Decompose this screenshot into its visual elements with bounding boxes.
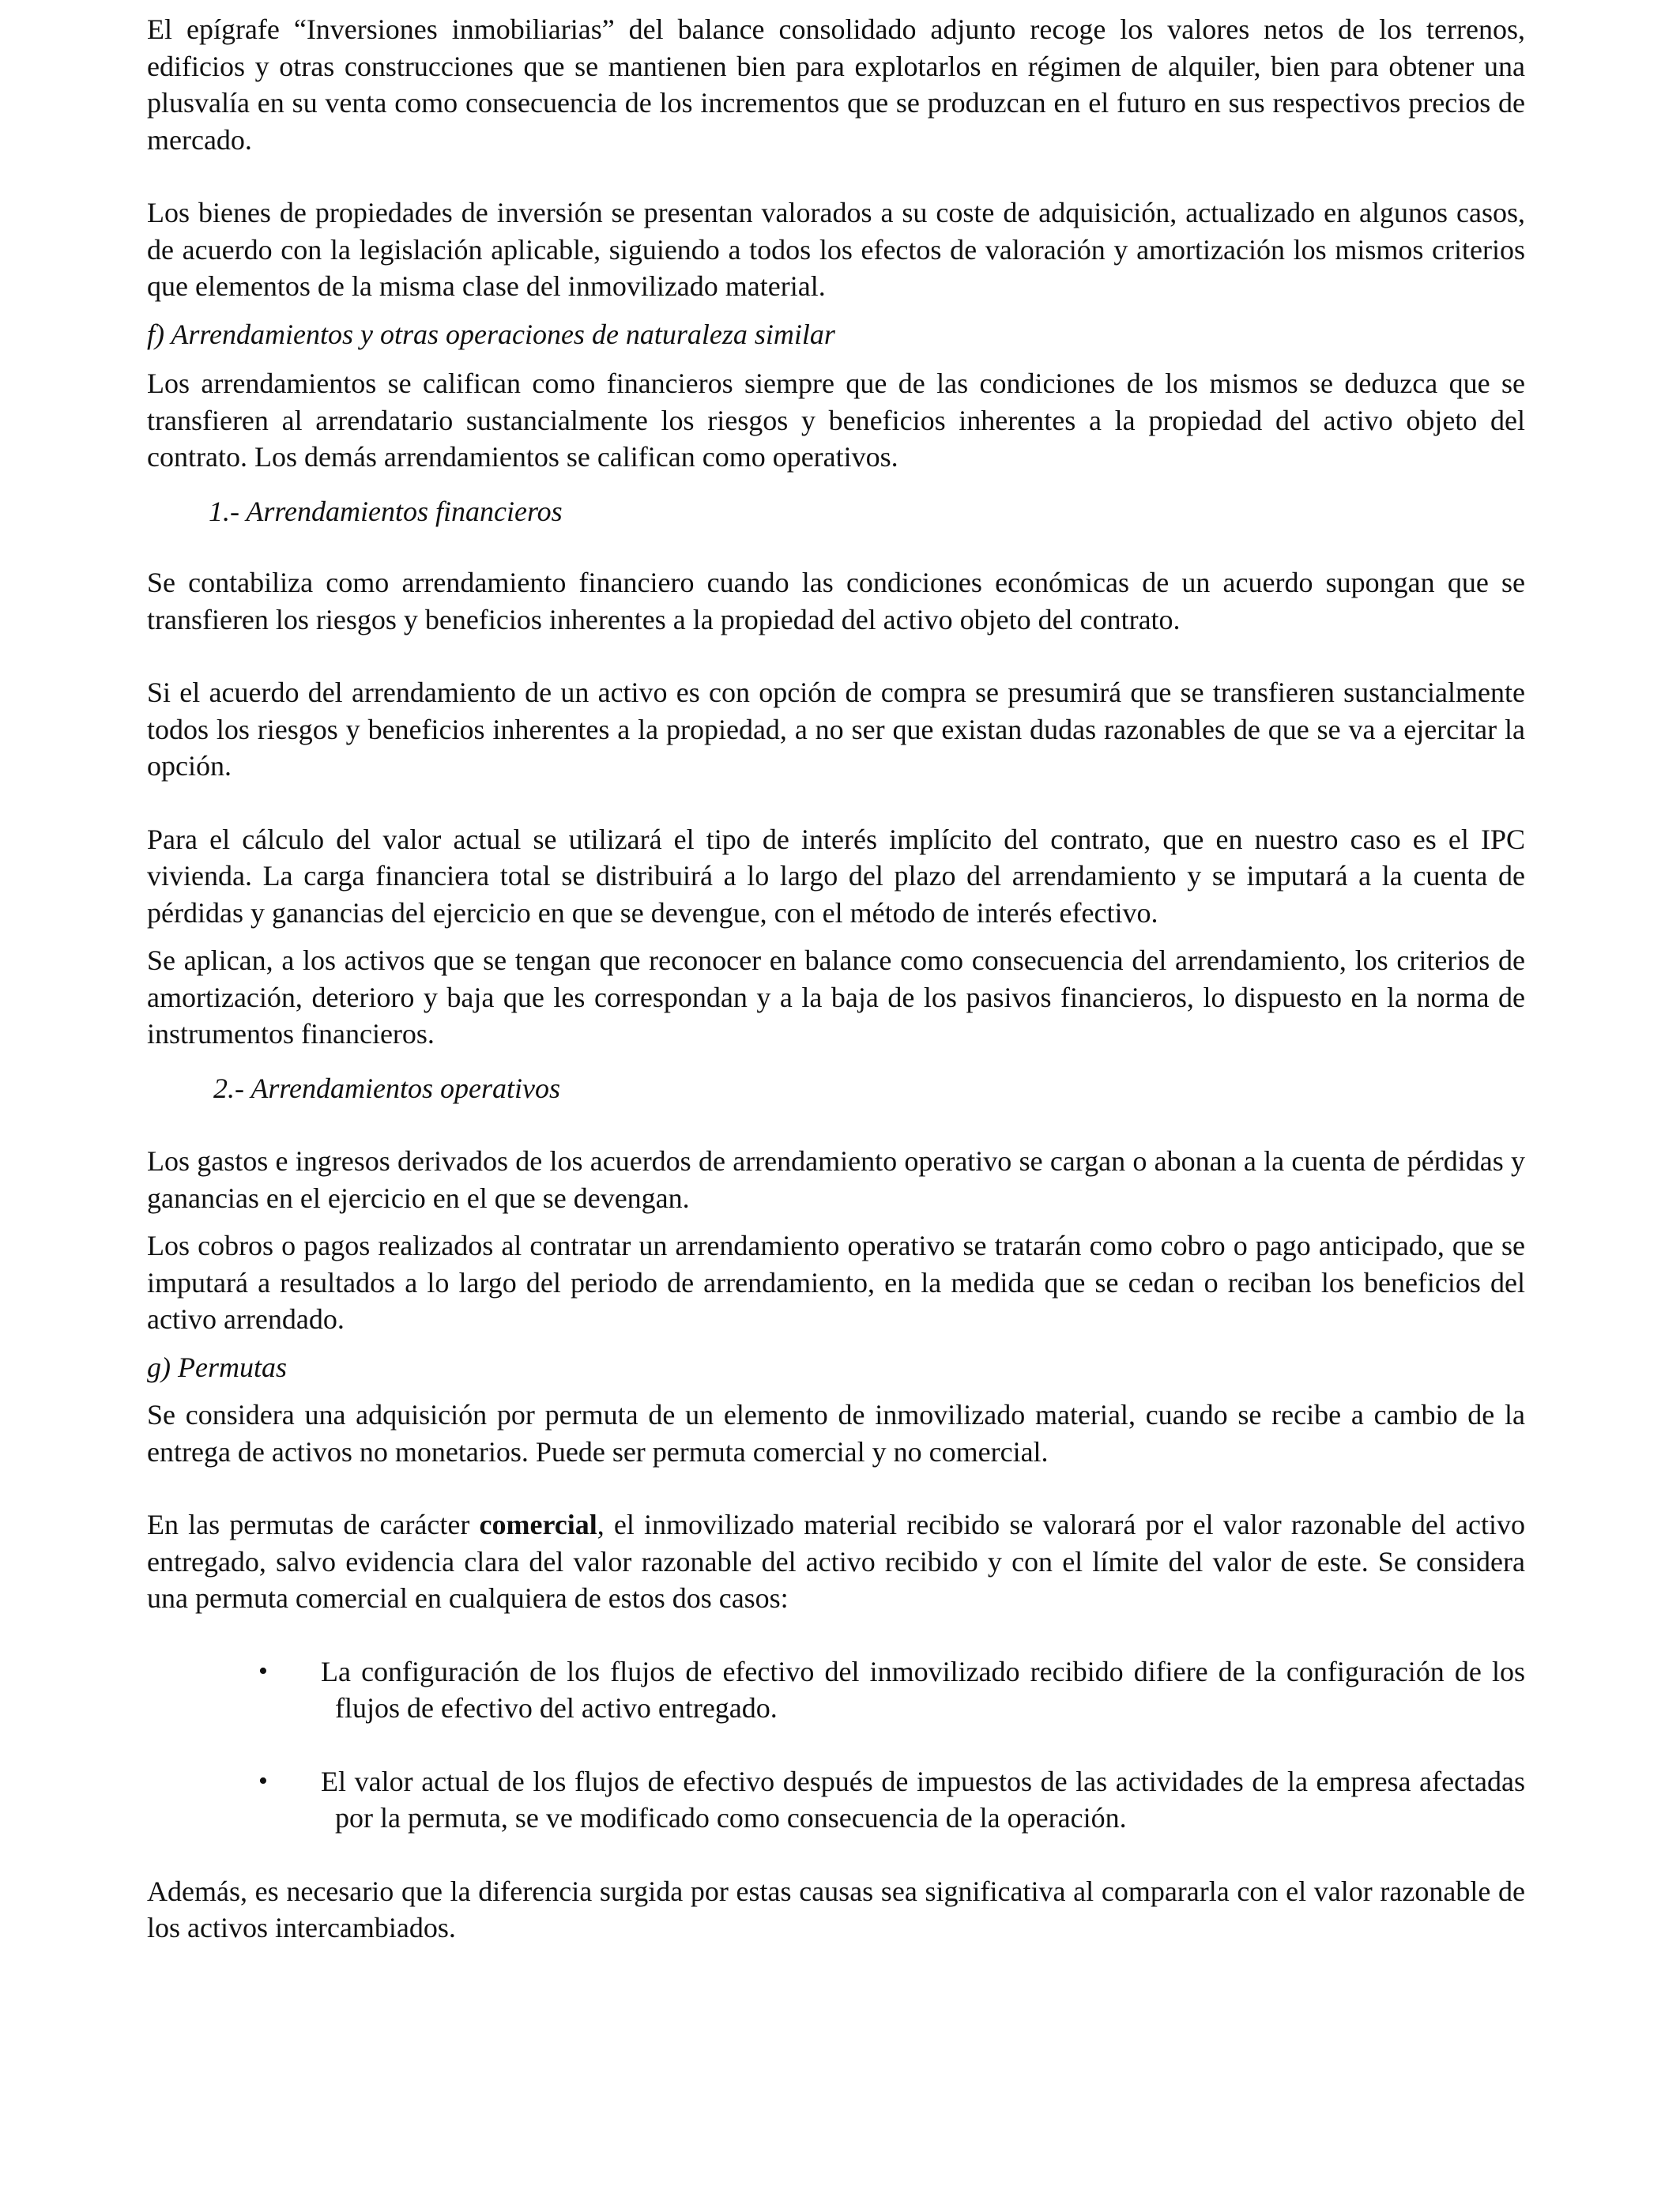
bullet-text-configuracion: La configuración de los flujos de efectivo del inmovilizado recibido difiere de la configuración de los flujos de efectivo del activo entregado. xyxy=(321,1655,1525,1724)
paragraph-permuta-definicion: Se considera una adquisición por permuta de un elemento de inmovilizado material, cuando se recibe a cambio de la entrega de activos no monetarios. Puede ser permuta comercial y no comercial. xyxy=(147,1399,1525,1468)
bullet-icon: • xyxy=(258,1766,268,1796)
paragraph-arrendamientos: Los arrendamientos se califican como financieros siempre que de las condiciones de los mismos se deduzca que se transfieren al arrendatario sustancialmente los riesgos y beneficios inherentes a la propiedad del activo objeto del contrato. Los demás arrendamientos se califican como operativos. xyxy=(147,368,1525,473)
paragraph-permuta-comercial xyxy=(147,1506,1525,1617)
paragraph-inversiones: El epígrafe “Inversiones inmobiliarias” del balance consolidado adjunto recoge los valores netos de los terrenos, edificios y otras construcciones que se mantienen bien para explotarlos en régimen de alquiler, bien para obtener una plusvalía en su venta como consecuencia de los incrementos que se produzcan en el futuro en sus respectivos precios de mercado. xyxy=(147,13,1525,156)
paragraph-permuta-comercial-rest: , el inmovilizado material recibido se valorará por el valor razonable del activo entregado, salvo evidencia clara del valor razonable del activo recibido y con el límite del valor de este. Se considera una permuta comercial en cualquiera de estos dos casos: xyxy=(147,1509,1526,1614)
bullet-icon: • xyxy=(258,1656,268,1686)
paragraph-ademas: Además, es necesario que la diferencia surgida por estas causas sea significativa al compararla con el valor razonable de los activos intercambiados. xyxy=(147,1875,1525,1943)
paragraph-bienes-propiedades: Los bienes de propiedades de inversión se presentan valorados a su coste de adquisición, actualizado en algunos casos, de acuerdo con la legislación aplicable, siguiendo a todos los efectos de valoración y amortización los mismos criterios que elementos de la misma clase del inmovilizado material. xyxy=(147,197,1525,302)
paragraph-permuta-comercial-intro: En las permutas de carácter xyxy=(147,1509,480,1540)
list-item xyxy=(147,1653,1525,1727)
paragraph-cobros-pagos: Los cobros o pagos realizados al contratar un arrendamiento operativo se tratarán como cobro o pago anticipado, que se imputará a resultados a lo largo del periodo de arrendamiento, en la medida que se cedan o reciban los beneficios del activo arrendado. xyxy=(147,1230,1525,1335)
subheading-financieros: 1.- Arrendamientos financieros xyxy=(209,495,563,527)
paragraph-gastos-ingresos: Los gastos e ingresos derivados de los acuerdos de arrendamiento operativo se cargan o abonan a la cuenta de pérdidas y ganancias en el ejercicio en el que se devengan. xyxy=(147,1145,1525,1214)
paragraph-se-aplican: Se aplican, a los activos que se tengan que reconocer en balance como consecuencia del arrendamiento, los criterios de amortización, deterioro y baja que les correspondan y a la baja de los pasivos financieros, lo dispuesto en la norma de instrumentos financieros. xyxy=(147,944,1525,1050)
subheading-operativos: 2.- Arrendamientos operativos xyxy=(213,1072,560,1104)
list-item xyxy=(147,1763,1525,1837)
section-heading-f: f) Arrendamientos y otras operaciones de naturaleza similar xyxy=(147,318,835,350)
section-heading-g: g) Permutas xyxy=(147,1351,287,1383)
paragraph-opcion-compra: Si el acuerdo del arrendamiento de un activo es con opción de compra se presumirá que se transfieren sustancialmente todos los riesgos y beneficios inherentes a la propiedad, a no ser que existan dudas razonables de que se va a ejercitar la opción. xyxy=(147,677,1525,782)
bullet-text-valor-actual: El valor actual de los flujos de efectivo después de impuestos de las actividades de la empresa afectadas por la permuta, se ve modificado como consecuencia de la operación. xyxy=(321,1765,1525,1834)
paragraph-calculo-valor: Para el cálculo del valor actual se utilizará el tipo de interés implícito del contrato, que en nuestro caso es el IPC vivienda. La carga financiera total se distribuirá a lo largo del plazo del arrendamiento y se imputará a la cuenta de pérdidas y ganancias del ejercicio en que se devengue, con el método de interés efectivo. xyxy=(147,823,1525,929)
bold-term-comercial: comercial xyxy=(479,1509,597,1540)
document-page xyxy=(147,8,1525,1947)
paragraph-contabiliza: Se contabiliza como arrendamiento financiero cuando las condiciones económicas de un acuerdo supongan que se transfieren los riesgos y beneficios inherentes a la propiedad del activo objeto del contrato. xyxy=(147,567,1525,635)
